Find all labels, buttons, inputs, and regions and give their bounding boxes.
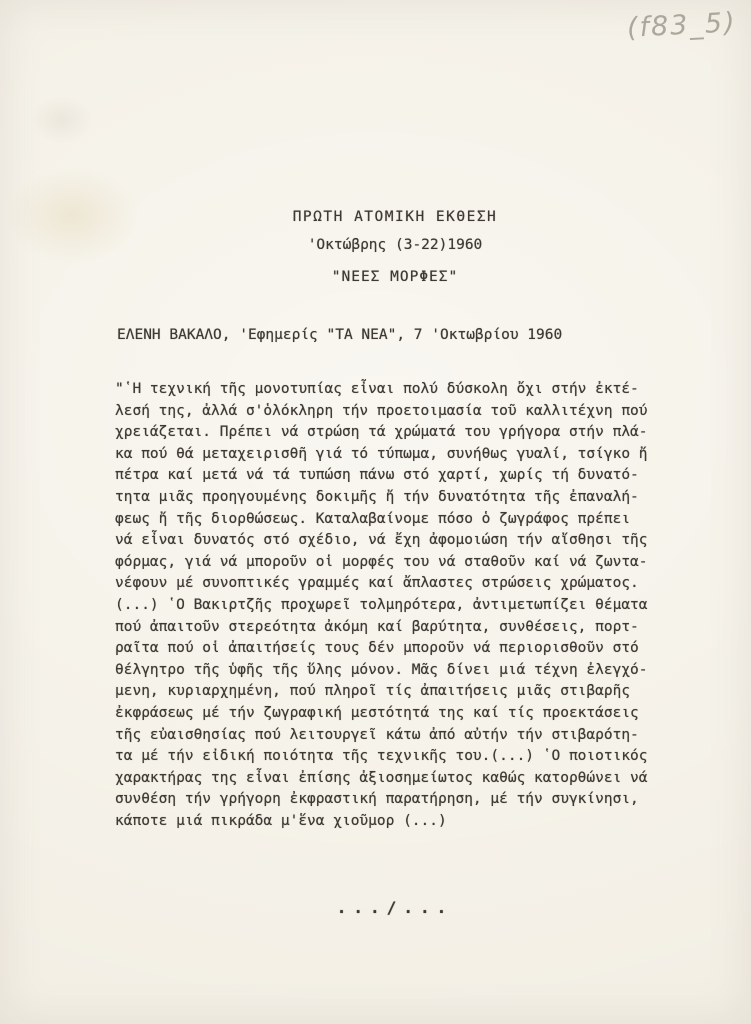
body-line: πέτρα καί μετά νά τά τυπώση πάνω στό χαρτί, χωρίς τή δυνατό-: [115, 467, 639, 484]
body-line: τητα μιᾶς προηγουμένης δοκιμῆς ἤ τήν δυνατότητα τῆς ἐπαναλή-: [115, 488, 639, 505]
body-line: τῆς εὐαισθησίας πού λειτουργεῖ κάτω ἀπό αὐτήν τήν στιβαρότη-: [115, 726, 639, 743]
body-line: φόρμας, γιά νά μποροῦν οἱ μορφές του νά σταθοῦν καί νά ζωντα-: [115, 553, 648, 570]
body-line: θέλγητρο τῆς ὑφῆς τῆς ὕλης μόνον. Μᾶς δίνει μιά τέχνη ἐλεγχό-: [115, 661, 648, 678]
document-title-block: [115, 210, 675, 285]
body-line: (...) ῾Ο Βακιρτζῆς προχωρεῖ τολμηρότερα, ἀντιμετωπίζει θέματα: [115, 596, 648, 613]
article-byline: ΕΛΕΝΗ ΒΑΚΑΛΟ, 'Εφημερίς "ΤΑ ΝΕΑ", 7 'Οκτωβρίου 1960: [117, 327, 563, 343]
body-line: χρειάζεται. Πρέπει νά στρώση τά χρώματά του γρήγορα στήν πλά-: [115, 424, 648, 441]
body-line: κα πού θά μεταχειρισθῆ γιά τό τύπωμα, συνήθως γυαλί, τσίγκο ἤ: [115, 445, 648, 462]
body-line: πού ἀπαιτοῦν στερεότητα ἀκόμη καί βαρύτητα, συνθέσεις, πορτ-: [115, 618, 639, 635]
body-line: τα μέ τήν εἰδική ποιότητα τῆς τεχνικῆς του.(...) ῾Ο ποιοτικός: [115, 748, 648, 765]
body-line: ραῖτα πού οἱ ἀπαιτήσείς τους δέν μποροῦν νά περιορισθοῦν στό: [115, 640, 639, 657]
body-line: λεσή της, ἀλλά σ'ὁλόκληρη τήν προετοιμασία τοῦ καλλιτέχνη πού: [115, 402, 648, 419]
exhibition-dates: 'Οκτώβρης (3-22)1960: [307, 236, 483, 253]
body-line: φεως ἤ τῆς διορθώσεως. Καταλαβαίνομε πόσο ὁ ζωγράφος πρέπει: [115, 510, 631, 527]
body-line: "῾Η τεχνική τῆς μονοτυπίας εἶναι πολύ δύσκολη ὄχι στήν ἐκτέ-: [115, 381, 639, 397]
body-line: νά εἶναι δυνατός στό σχέδιο, νά ἔχη ἀφομοιώση τήν αἴσθησι τῆς: [115, 532, 648, 549]
body-line: χαρακτήρας της εἶναι ἐπίσης ἀξιοσημείωτος καθώς κατορθώνει νά: [115, 769, 648, 786]
body-line: συνθέση τήν γρήγορη ἐκφραστική παρατήρηση, μέ τήν συγκίνησι,: [115, 791, 639, 808]
exhibition-title: ΠΡΩΤΗ ΑΤΟΜΙΚΗ ΕΚΘΕΣΗ: [292, 209, 498, 225]
gallery-name: "ΝΕΕΣ ΜΟΡΦΕΣ": [331, 269, 459, 285]
handwritten-archive-annotation: (f83_5): [626, 7, 738, 44]
body-line: νέφουν μέ συνοπτικές γραμμές καί ἄπλαστες στρώσεις χρώματος.: [115, 575, 639, 592]
continuation-mark: .../...: [336, 898, 454, 917]
article-body: [115, 379, 675, 832]
body-line: μενη, κυριαρχημένη, πού πληροῖ τίς ἀπαιτήσεις μιᾶς στιβαρῆς: [115, 683, 631, 700]
body-line: κάποτε μιά πικράδα μ'ἕνα χιοῦμορ (...): [115, 812, 447, 829]
body-line: ἐκφράσεως μέ τήν ζωγραφική μεστότητά της καί τίς προεκτάσεις: [115, 704, 639, 721]
